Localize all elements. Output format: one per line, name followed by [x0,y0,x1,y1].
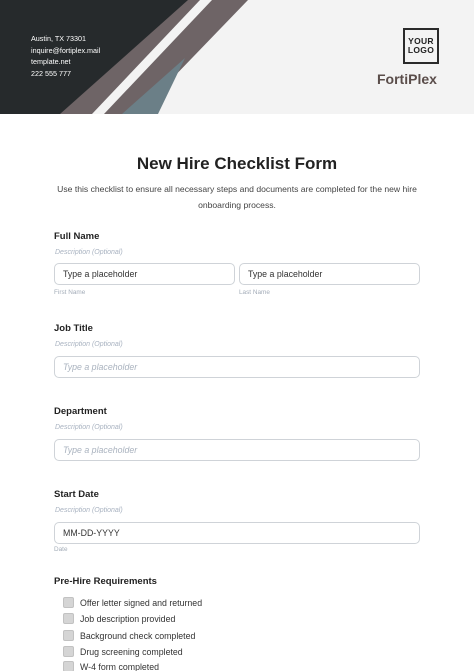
contact-info [31,33,100,79]
checkbox[interactable] [63,613,74,624]
job-title-description: Description (Optional) [55,341,123,348]
checklist-item[interactable] [63,597,202,608]
checkbox[interactable] [63,630,74,641]
header-banner [0,0,474,114]
full-name-label: Full Name [54,231,100,242]
checkbox[interactable] [63,646,74,657]
department-input[interactable]: Type a placeholder [54,439,420,461]
checklist-item-label: Offer letter signed and returned [80,597,203,608]
job-title-input[interactable]: Type a placeholder [54,356,420,378]
checklist-item-label: Background check completed [80,630,196,641]
start-date-input[interactable]: MM-DD-YYYY [54,522,420,544]
full-name-description: Description (Optional) [55,249,123,256]
contact-website[interactable]: template.net [31,57,71,67]
checklist-item[interactable] [63,630,195,641]
checklist-item-label: Job description provided [80,613,176,624]
department-description: Description (Optional) [55,424,123,431]
department-label: Department [54,406,107,417]
form-title: New Hire Checklist Form [136,154,338,173]
checklist-item-label: Drug screening completed [80,646,183,657]
start-date-label: Start Date [54,489,99,500]
checkbox[interactable] [63,597,74,608]
pre-hire-label: Pre-Hire Requirements [54,576,157,587]
job-title-label: Job Title [54,323,93,334]
last-name-input[interactable]: Type a placeholder [239,263,420,285]
checkbox[interactable] [63,661,74,671]
start-date-sublabel: Date [54,546,68,553]
company-logo [403,28,439,64]
logo-line-1: YOUR [408,36,434,46]
checklist-item[interactable] [63,661,159,671]
first-name-sublabel: First Name [54,289,86,296]
first-name-input[interactable]: Type a placeholder [54,263,235,285]
logo-line-2: LOGO [407,45,435,55]
contact-email[interactable]: inquire@fortiplex.mail [31,45,101,55]
start-date-description: Description (Optional) [55,507,123,514]
form-intro: Use this checklist to ensure all necessary steps and documents are completed for the new hire onboarding process. [57,184,417,210]
checklist-item[interactable] [63,646,183,657]
brand-name: FortiPlex [377,71,437,87]
contact-phone: 222 555 777 [31,68,71,78]
contact-address: Austin, TX 73301 [31,34,87,43]
checklist-item[interactable] [63,613,175,624]
checklist-item-label: W-4 form completed [80,661,160,671]
last-name-sublabel: Last Name [239,289,270,296]
